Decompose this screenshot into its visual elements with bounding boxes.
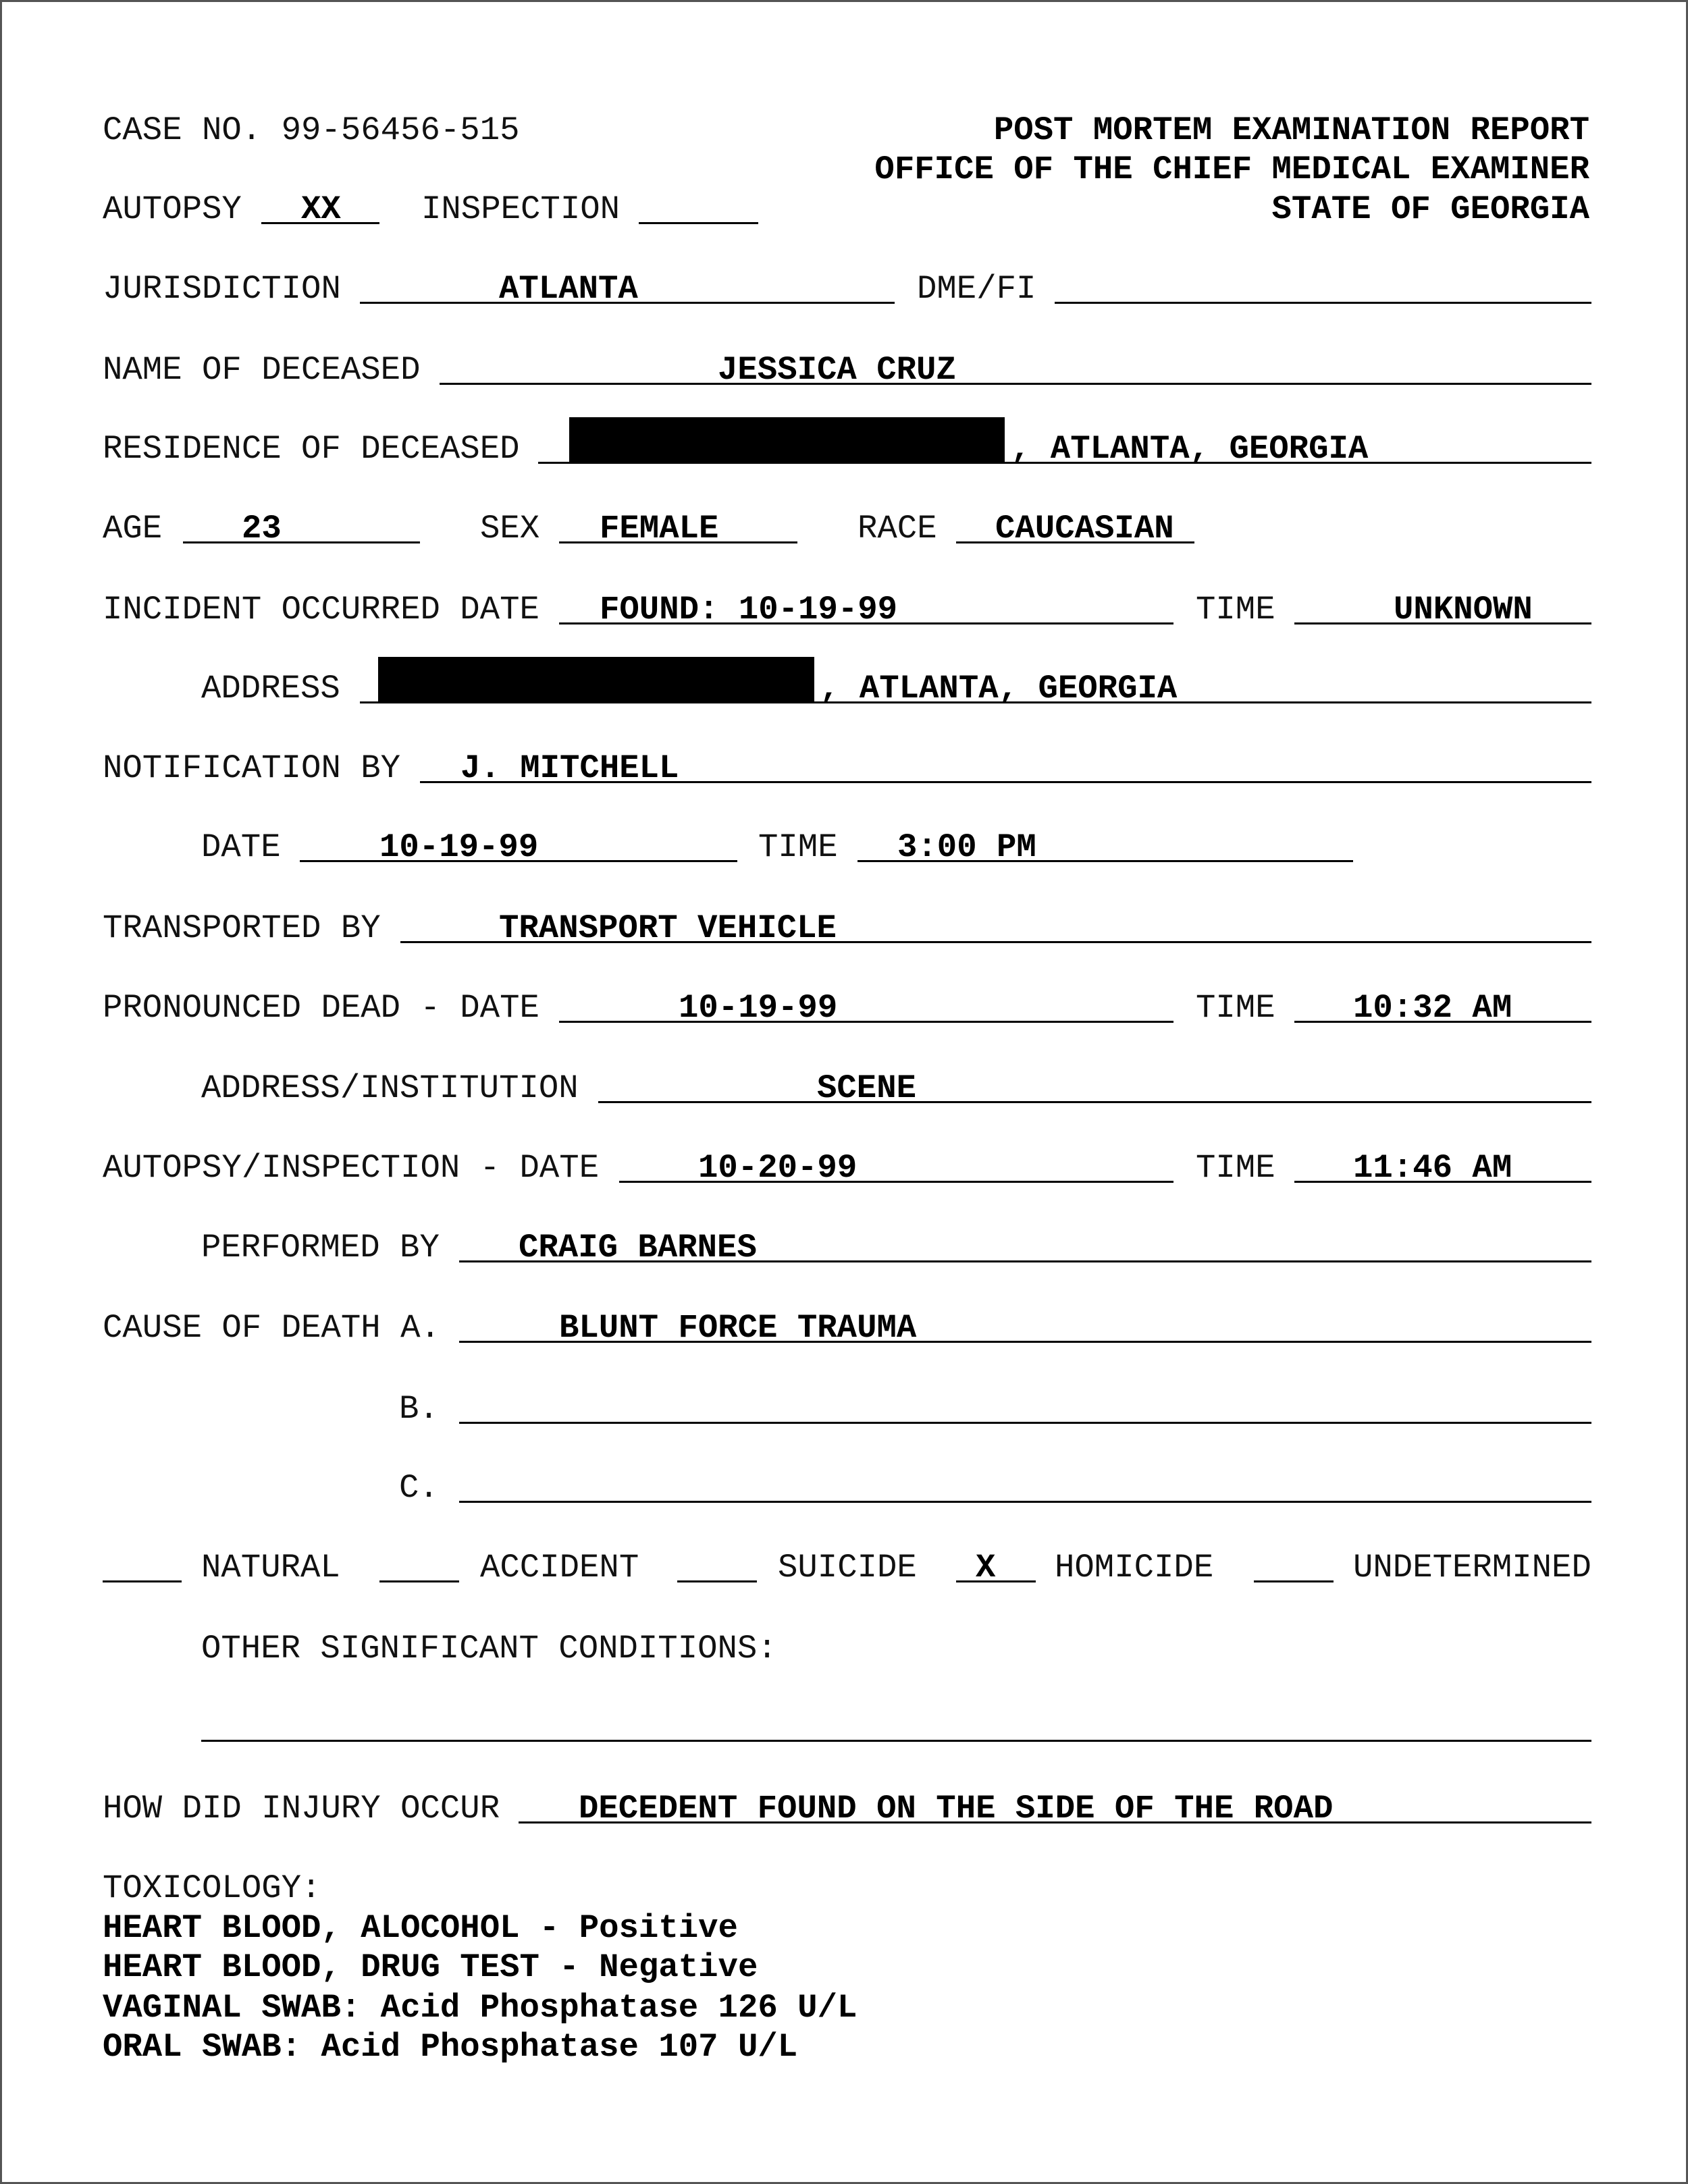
other-conditions-field-line [201,1707,1591,1742]
report-title: POST MORTEM EXAMINATION REPORT [993,111,1589,149]
name-field-line [440,350,1591,385]
jurisdiction-label: JURISDICTION [103,270,341,308]
residence-label: RESIDENCE OF DECEASED [103,430,520,468]
residence-city-value: , ATLANTA, GEORGIA [1011,430,1369,468]
incident-date-label: INCIDENT OCCURRED DATE [103,591,539,629]
injury-value: DECEDENT FOUND ON THE SIDE OF THE ROAD [579,1790,1334,1828]
autopsy-time-value: 11:46 AM [1353,1149,1512,1187]
pronounced-time-label: TIME [1196,989,1275,1027]
homicide-field-line [956,1547,1036,1582]
suicide-label: SUICIDE [778,1549,917,1587]
injury-label: HOW DID INJURY OCCUR [103,1790,500,1828]
toxicology-result: VAGINAL SWAB: Acid Phosphatase 126 U/L [103,1989,858,2027]
transported-by-value: TRANSPORT VEHICLE [499,909,837,947]
notification-by-value: J. MITCHELL [460,749,679,787]
notification-date-value: 10-19-99 [379,828,539,866]
incident-time-label: TIME [1196,591,1275,629]
performed-by-label: PERFORMED BY [201,1229,440,1267]
other-conditions-label: OTHER SIGNIFICANT CONDITIONS: [201,1630,777,1668]
address-institution-value: SCENE [817,1069,917,1107]
race-label: RACE [858,510,937,548]
name-of-deceased-value: JESSICA CRUZ [718,351,956,389]
incident-date-value: FOUND: 10-19-99 [600,591,898,629]
dme-field-line [1055,269,1591,304]
state-name: STATE OF GEORGIA [1271,190,1589,228]
autopsy-date-value: 10-20-99 [698,1149,858,1187]
natural-label: NATURAL [201,1549,340,1587]
age-label: AGE [103,510,163,548]
age-field-line [183,508,420,543]
accident-field-line [379,1547,459,1582]
cause-c-label: C. [399,1469,439,1507]
performed-by-value: CRAIG BARNES [519,1229,757,1267]
pronounced-date-field-line [559,988,1173,1023]
incident-address-label: ADDRESS [201,670,340,708]
case-number: CASE NO. 99-56456-515 [103,111,520,149]
homicide-label: HOMICIDE [1055,1549,1214,1587]
age-value: 23 [242,510,282,548]
cause-c-field-line [459,1468,1591,1503]
cause-b-label: B. [399,1390,439,1428]
cause-of-death-label: CAUSE OF DEATH A. [103,1309,440,1347]
toxicology-result: HEART BLOOD, DRUG TEST - Negative [103,1948,758,1986]
address-institution-label: ADDRESS/INSTITUTION [201,1069,579,1107]
toxicology-result: HEART BLOOD, ALOCOHOL - Positive [103,1909,738,1947]
jurisdiction-value: ATLANTA [499,270,638,308]
accident-label: ACCIDENT [480,1549,639,1587]
office-name: OFFICE OF THE CHIEF MEDICAL EXAMINER [874,151,1589,188]
pronounced-dead-date-label: PRONOUNCED DEAD - DATE [103,989,539,1027]
undetermined-label: UNDETERMINED [1353,1549,1591,1587]
address-institution-field-line [598,1068,1591,1103]
sex-label: SEX [480,510,540,548]
incident-address-redaction-box [378,657,814,701]
transported-by-label: TRANSPORTED BY [103,909,381,947]
notification-date-label: DATE [201,828,281,866]
suicide-field-line [677,1547,757,1582]
sex-value: FEMALE [600,510,719,548]
pronounced-time-value: 10:32 AM [1353,989,1512,1027]
race-value: CAUCASIAN [995,510,1174,548]
homicide-mark: X [976,1549,996,1587]
incident-time-value: UNKNOWN [1394,591,1533,629]
notification-time-value: 3:00 PM [897,828,1036,866]
toxicology-result: ORAL SWAB: Acid Phosphatase 107 U/L [103,2028,798,2066]
autopsy-time-label: TIME [1196,1149,1275,1187]
inspection-field-line [639,189,758,224]
pronounced-date-value: 10-19-99 [679,989,838,1027]
inspection-label: INSPECTION [421,190,621,228]
autopsy-label: AUTOPSY [103,190,242,228]
natural-field-line [103,1547,182,1582]
notification-by-label: NOTIFICATION BY [103,749,401,787]
undetermined-field-line [1254,1547,1334,1582]
notification-time-label: TIME [758,828,838,866]
dme-label: DME/FI [917,270,1036,308]
toxicology-label: TOXICOLOGY: [103,1869,321,1907]
autopsy-inspection-date-label: AUTOPSY/INSPECTION - DATE [103,1149,600,1187]
cause-a-value: BLUNT FORCE TRAUMA [559,1309,917,1347]
cause-b-field-line [459,1389,1591,1424]
autopsy-value: XX [301,190,341,228]
name-of-deceased-label: NAME OF DECEASED [103,351,421,389]
residence-redaction-box [569,417,1005,462]
incident-address-city-value: , ATLANTA, GEORGIA [820,670,1178,708]
